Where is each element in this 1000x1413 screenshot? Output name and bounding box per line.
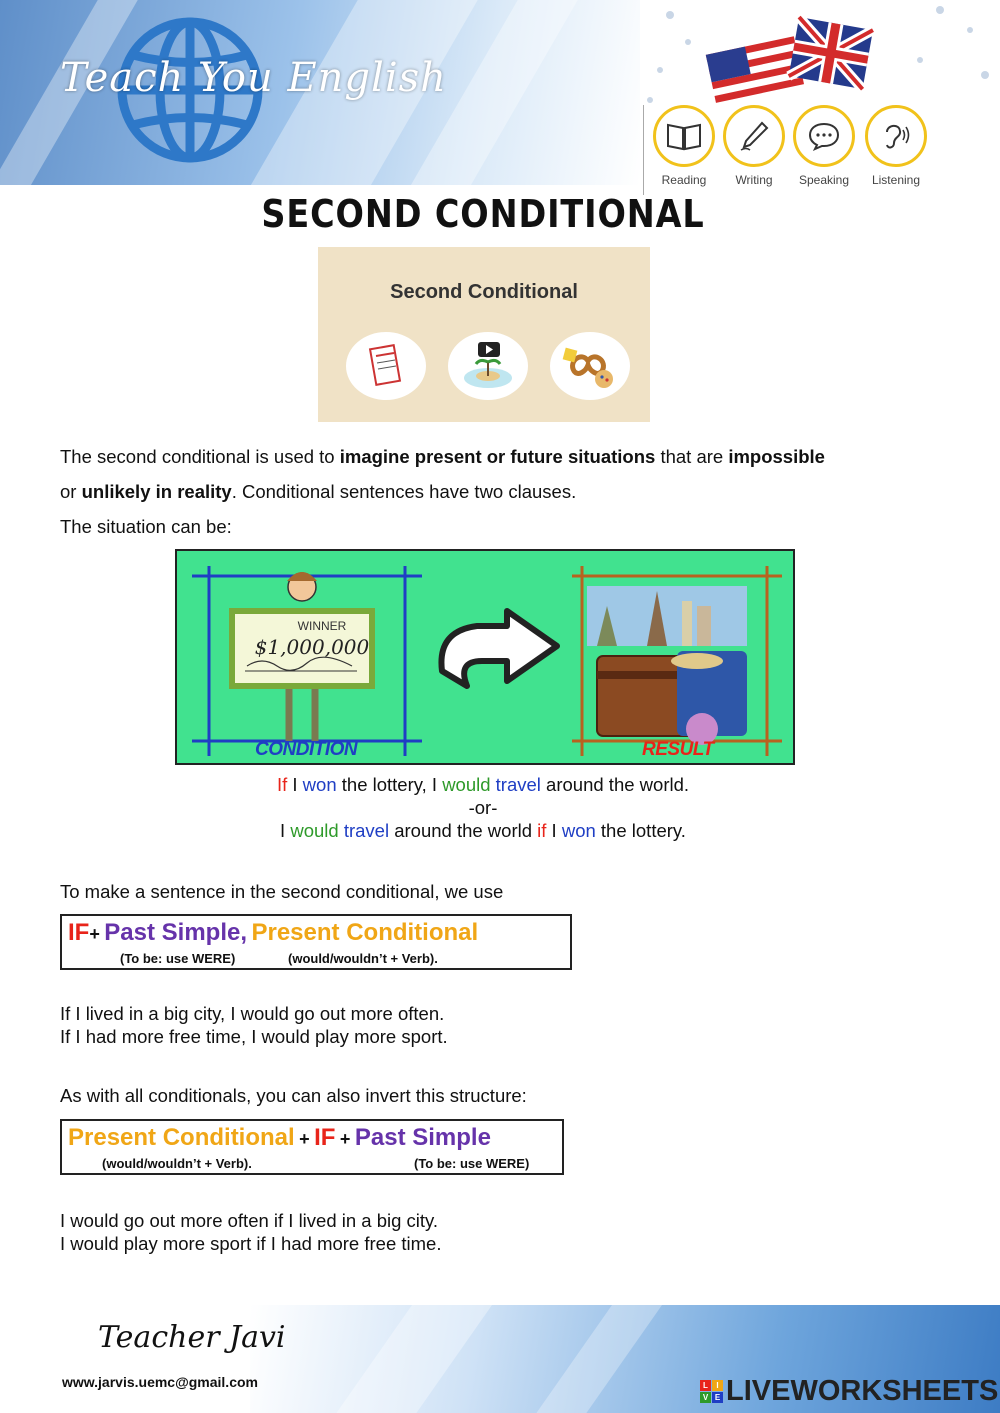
examples-if-second: I would go out more often if I lived in a big city. I would play more sport if I had more free time. (60, 1210, 442, 1254)
make-sentence-text: To make a sentence in the second conditional, we use (60, 881, 504, 902)
liveworksheets-logo-text: LIVEWORKSHEETS (726, 1375, 999, 1407)
example-line-1: If I won the lottery, I would travel around the world. (276, 774, 690, 795)
travel-collage (587, 586, 747, 745)
check-amount: $1,000,000 (254, 635, 370, 659)
curved-arrow (441, 611, 557, 686)
check-winner-label: WINNER (297, 619, 347, 633)
liveworksheets-logo[interactable] (700, 1375, 998, 1408)
condition-result-illustration (175, 549, 795, 765)
skill-speaking: Speaking (788, 105, 860, 187)
formula-if-second (60, 1119, 564, 1175)
intro-paragraph (60, 439, 940, 544)
example-or: -or- (468, 797, 498, 818)
example-line-2: I would travel around the world if I won the lottery. (280, 820, 686, 841)
intro-line-1: The second conditional is used to imagine present or future situations that are impossible (60, 446, 825, 467)
skill-writing: Writing (718, 105, 790, 187)
result-label: RESULT (642, 739, 714, 760)
video-title: Second Conditional (390, 281, 578, 303)
formula-1-note-2: (would/wouldn’t + Verb). (288, 951, 438, 966)
ear-icon (879, 120, 913, 152)
formula-1-main: IF+ Past Simple, Present Conditional (68, 919, 479, 946)
page-title: SECOND CONDITIONAL (261, 192, 705, 236)
brand-logo-text: Teach You English (60, 55, 447, 101)
skill-listening: Listening (860, 105, 932, 187)
formula-if-first (60, 914, 572, 970)
formula-2-main: Present Conditional + IF + Past Simple (68, 1124, 491, 1151)
speech-bubble-icon (807, 121, 841, 151)
example-sentences (0, 773, 966, 842)
formula-2-note-1: (would/wouldn’t + Verb). (102, 1156, 252, 1171)
invert-text: As with all conditionals, you can also invert this structure: (60, 1085, 527, 1106)
island-play-icon[interactable] (448, 332, 528, 400)
intro-line-3: The situation can be: (60, 516, 232, 537)
liveworksheets-badge-icon: L I V E (700, 1380, 723, 1403)
pretzel-food-icon (550, 332, 630, 400)
book-icon (666, 121, 702, 151)
teacher-email[interactable]: www.jarvis.uemc@gmail.com (62, 1374, 258, 1390)
us-uk-flag-puzzle-icon (705, 15, 875, 110)
teacher-signature: Teacher Javi (98, 1320, 286, 1355)
formula-1-note-1: (To be: use WERE) (120, 951, 236, 966)
lottery-ticket-icon (346, 332, 426, 400)
pen-icon (738, 120, 770, 152)
skills-panel (643, 105, 936, 195)
intro-line-2: or unlikely in reality. Conditional sentences have two clauses. (60, 481, 577, 502)
formula-2-note-2: (To be: use WERE) (414, 1156, 530, 1171)
examples-if-first: If I lived in a big city, I would go out more often. If I had more free time, I would play more sport. (60, 1003, 448, 1047)
skill-reading: Reading (648, 105, 720, 187)
video-thumbnail[interactable] (318, 247, 650, 422)
condition-label: CONDITION (255, 739, 358, 760)
